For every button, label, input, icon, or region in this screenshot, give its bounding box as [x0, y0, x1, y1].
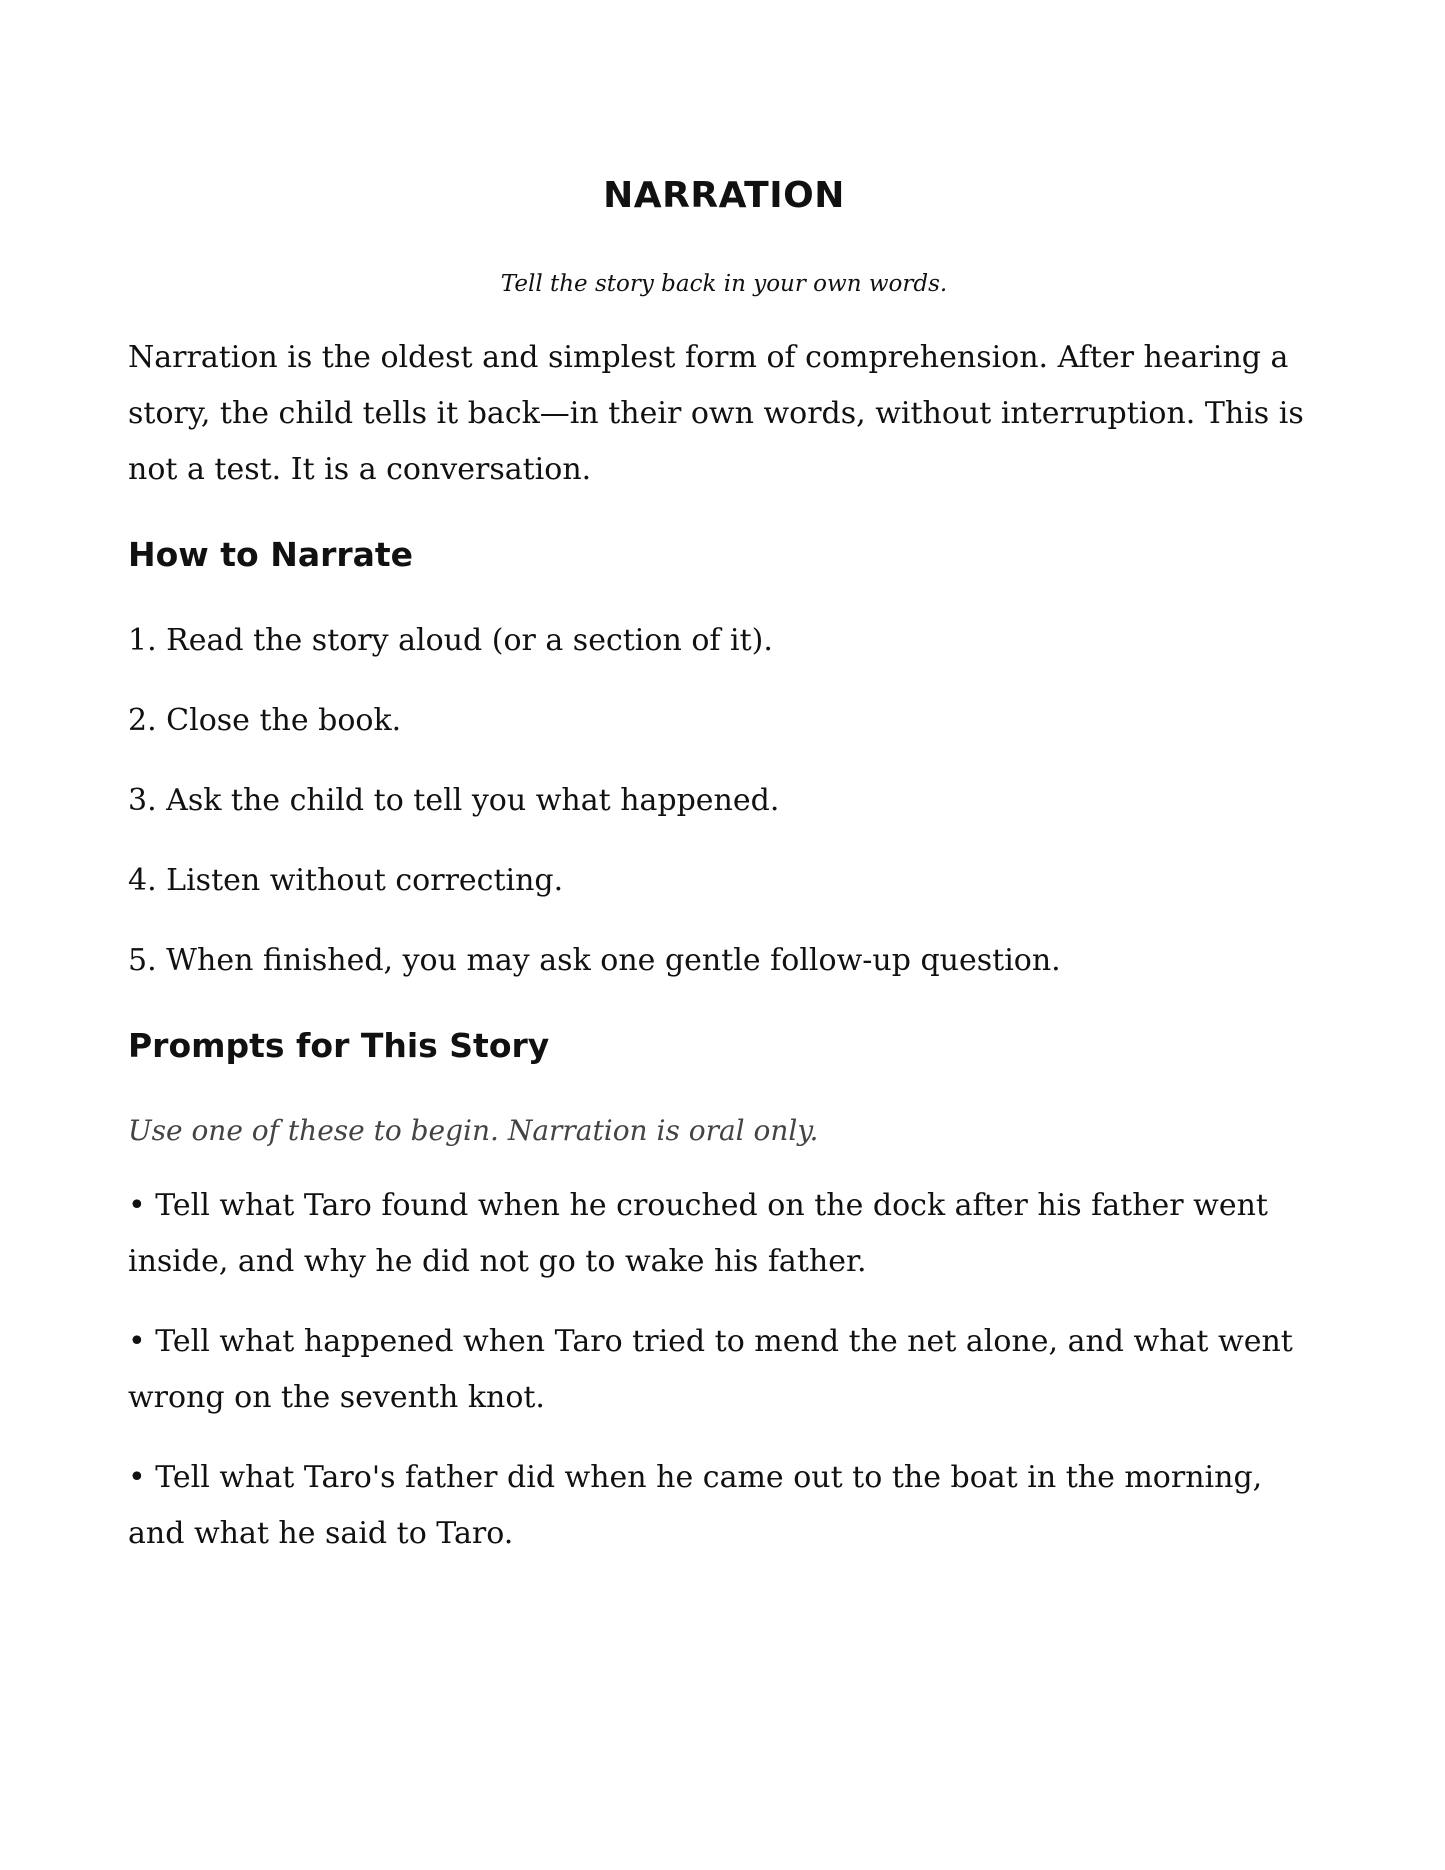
prompts-note: Use one of these to begin. Narration is oral only.: [128, 1114, 819, 1147]
step-item: 3. Ask the child to tell you what happened.: [128, 783, 780, 818]
page-subtitle: Tell the story back in your own words.: [500, 271, 948, 297]
step-item: 2. Close the book.: [128, 703, 402, 738]
step-item: 5. When finished, you may ask one gentle follow-up question.: [128, 943, 1061, 978]
prompt-item: • Tell what happened when Taro tried to mend the net alone, and what went wrong on the seventh knot.: [128, 1324, 1293, 1415]
step-item: 1. Read the story aloud (or a section of it).: [128, 623, 773, 658]
page-title: NARRATION: [603, 175, 845, 216]
prompts-heading: Prompts for This Story: [128, 1026, 550, 1065]
prompt-item: • Tell what Taro found when he crouched on the dock after his father went inside, and why he did not go to wake his father.: [128, 1188, 1268, 1279]
how-to-narrate-heading: How to Narrate: [128, 535, 414, 574]
intro-paragraph: Narration is the oldest and simplest form of comprehension. After hearing a story, the child tells it back—in their own words, without interruption. This is not a test. It is a conversation.: [128, 340, 1304, 487]
step-item: 4. Listen without correcting.: [128, 863, 564, 898]
prompt-item: • Tell what Taro's father did when he came out to the boat in the morning, and what he said to Taro.: [128, 1460, 1263, 1551]
